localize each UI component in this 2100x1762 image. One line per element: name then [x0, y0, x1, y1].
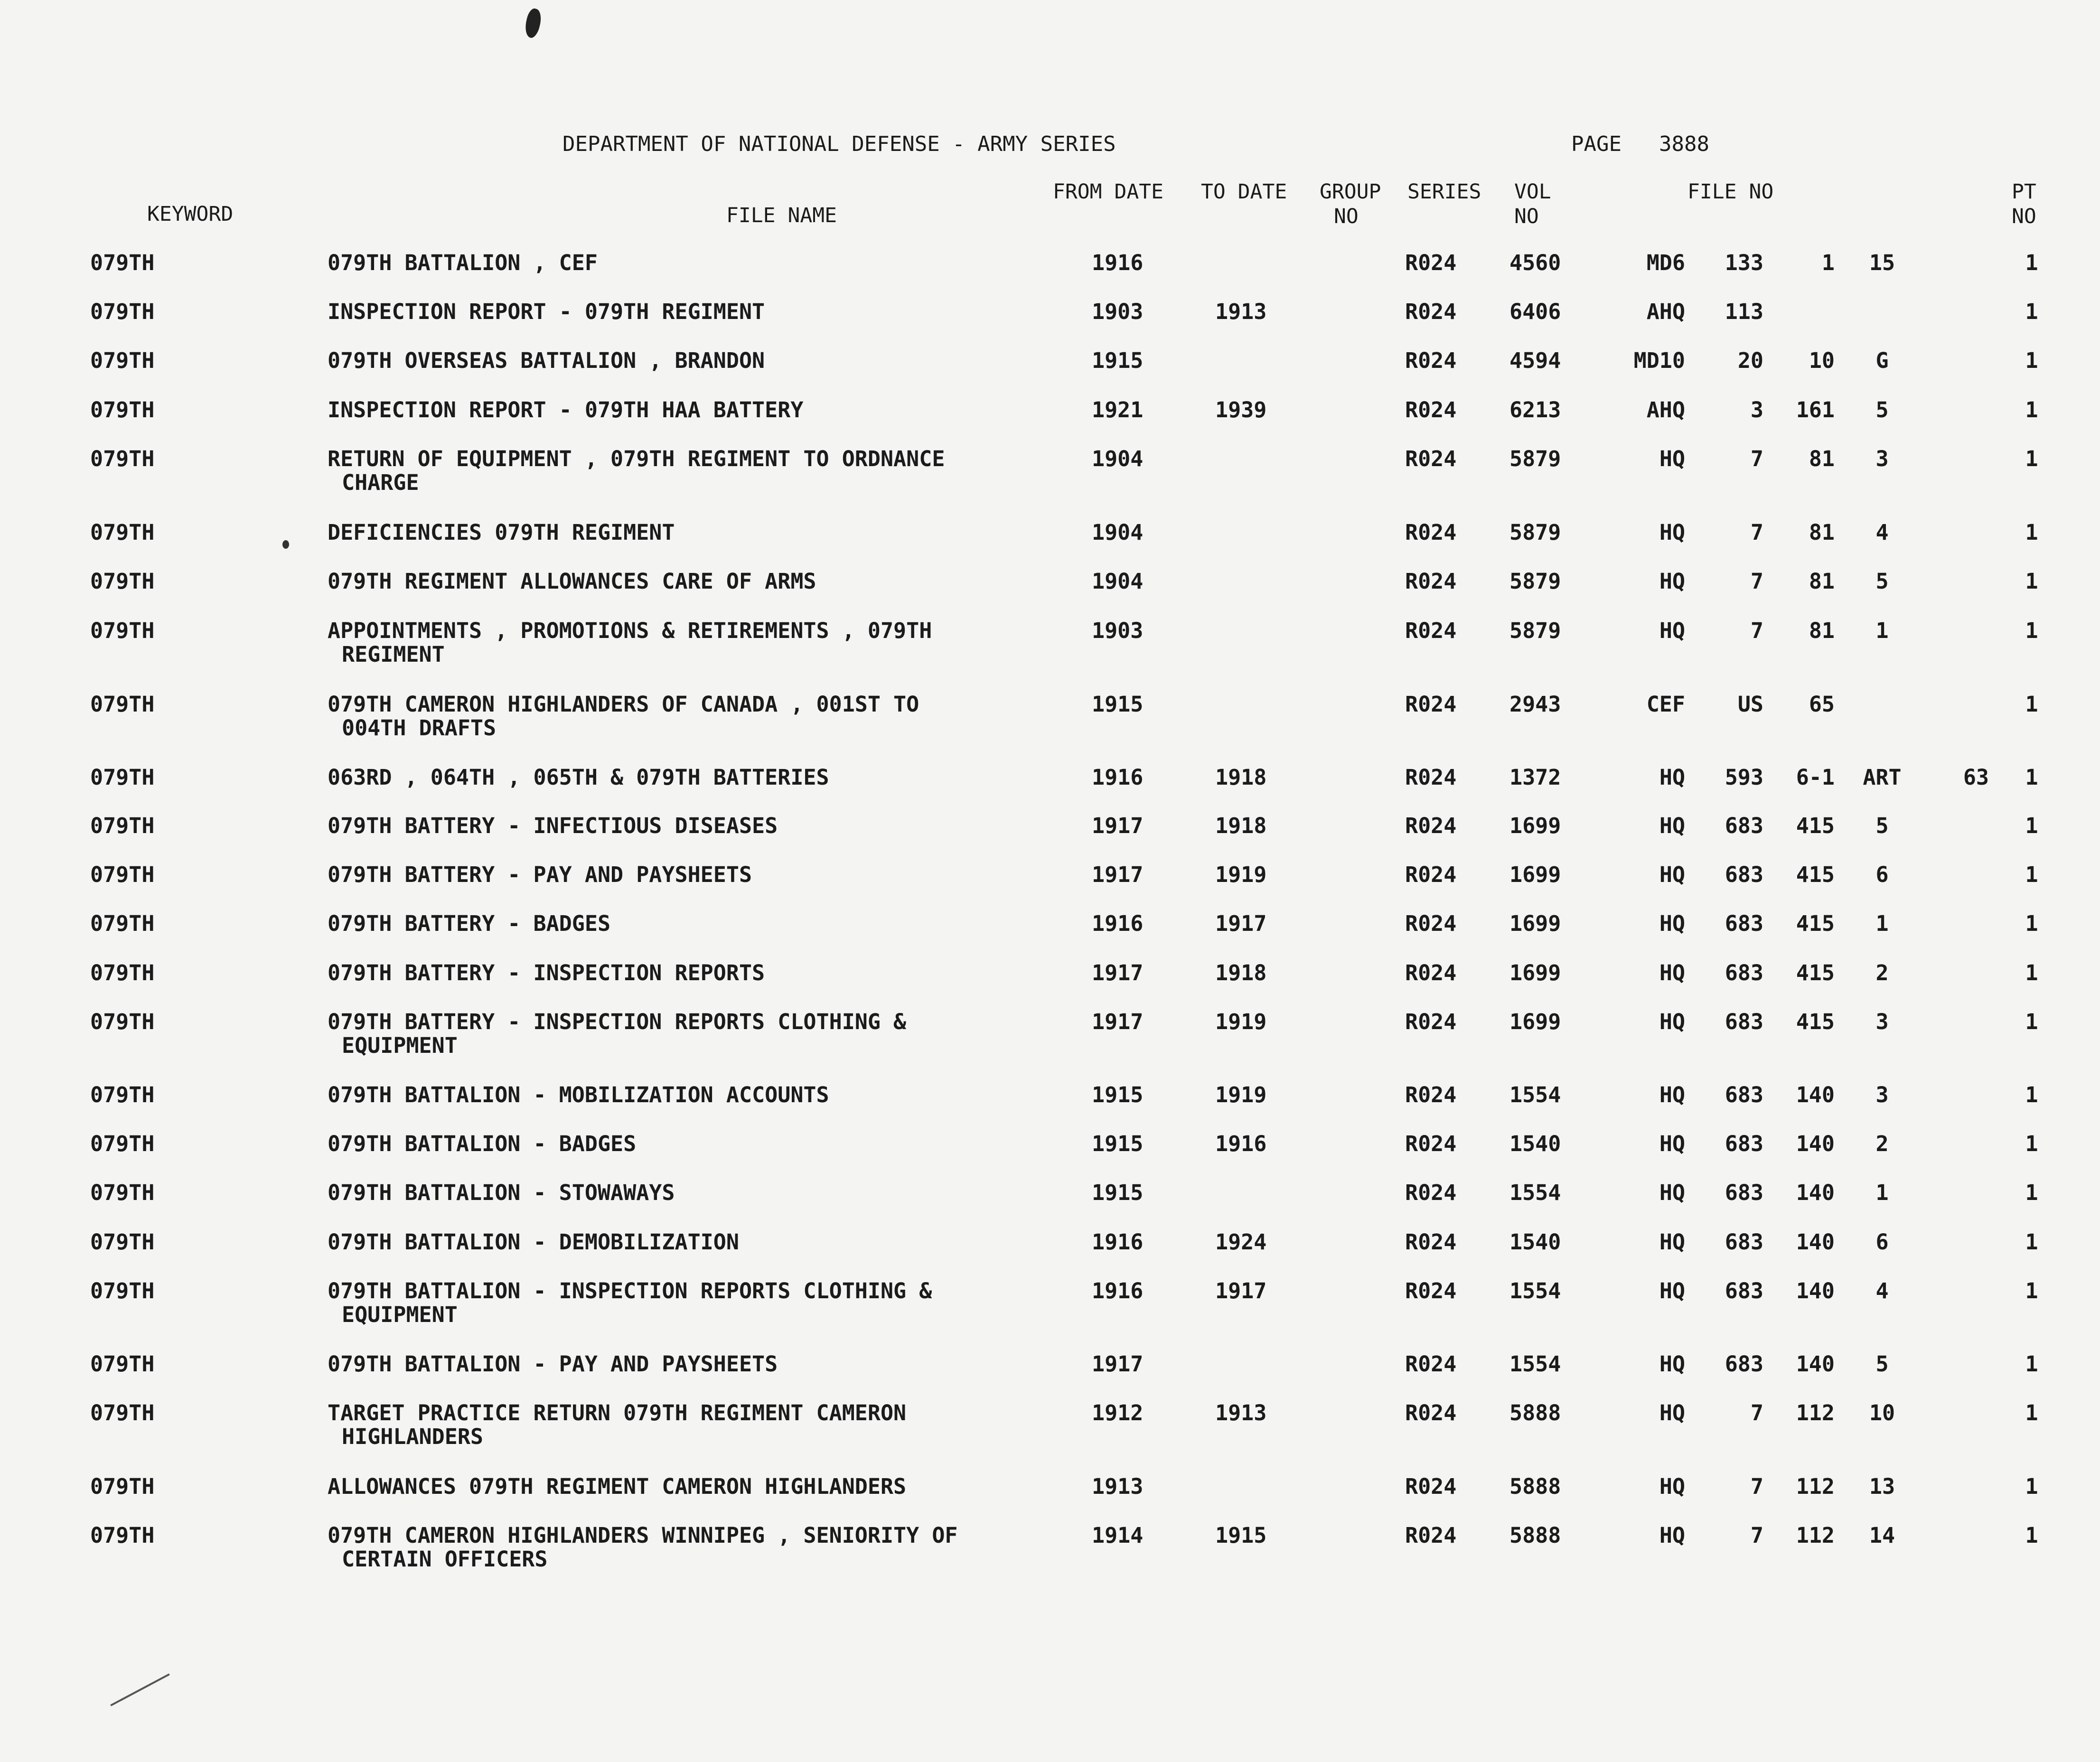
row-9-f3: 65 — [1809, 692, 1835, 717]
row-3-pt: 1 — [2025, 348, 2038, 373]
row-3-f4: G — [1875, 348, 1889, 373]
header-from-date: FROM DATE — [1053, 180, 1163, 204]
row-13-name1: 079TH BATTERY - BADGES — [328, 911, 611, 936]
row-11-f2: 683 — [1725, 813, 1763, 838]
row-13-to: 1917 — [1215, 911, 1267, 936]
row-20-f4: 4 — [1875, 1278, 1889, 1303]
row-3-f3: 10 — [1809, 348, 1835, 373]
row-15-keyword: 079TH — [90, 1009, 155, 1034]
row-24-to: 1915 — [1215, 1523, 1267, 1548]
row-14-to: 1918 — [1215, 960, 1267, 985]
row-10-from: 1916 — [1092, 765, 1144, 790]
row-11-f4: 5 — [1875, 813, 1889, 838]
row-15-f3: 415 — [1796, 1009, 1835, 1034]
row-17-pt: 1 — [2025, 1131, 2038, 1156]
row-24-f4: 14 — [1869, 1523, 1895, 1548]
header-to-date: TO DATE — [1201, 180, 1287, 204]
row-11-series: R024 — [1405, 813, 1457, 838]
row-10-f1: HQ — [1659, 765, 1685, 790]
row-17-vol: 1540 — [1509, 1131, 1561, 1156]
row-22-pt: 1 — [2025, 1400, 2038, 1425]
row-21-pt: 1 — [2025, 1351, 2038, 1377]
row-19-name1: 079TH BATTALION - DEMOBILIZATION — [328, 1229, 739, 1255]
ink-blot-mark — [523, 7, 544, 39]
row-4-to: 1939 — [1215, 397, 1267, 422]
row-17-to: 1916 — [1215, 1131, 1267, 1156]
row-5-f3: 81 — [1809, 446, 1835, 471]
row-17-f4: 2 — [1875, 1131, 1889, 1156]
row-7-keyword: 079TH — [90, 569, 155, 594]
row-5-keyword: 079TH — [90, 446, 155, 471]
row-20-pt: 1 — [2025, 1278, 2038, 1303]
row-20-name2: EQUIPMENT — [342, 1302, 458, 1327]
row-24-keyword: 079TH — [90, 1523, 155, 1548]
header-vol-no: NO — [1514, 205, 1539, 228]
row-13-f4: 1 — [1875, 911, 1889, 936]
row-1-series: R024 — [1405, 250, 1457, 275]
row-2-keyword: 079TH — [90, 299, 155, 324]
row-16-f3: 140 — [1796, 1082, 1835, 1107]
row-21-f2: 683 — [1725, 1351, 1763, 1377]
row-1-vol: 4560 — [1509, 250, 1561, 275]
row-22-to: 1913 — [1215, 1400, 1267, 1425]
row-14-vol: 1699 — [1509, 960, 1561, 985]
row-23-f2: 7 — [1750, 1474, 1763, 1499]
row-23-vol: 5888 — [1509, 1474, 1561, 1499]
row-15-to: 1919 — [1215, 1009, 1267, 1034]
row-1-from: 1916 — [1092, 250, 1144, 275]
row-8-f1: HQ — [1659, 618, 1685, 643]
row-10-vol: 1372 — [1509, 765, 1561, 790]
row-4-f1: AHQ — [1646, 397, 1685, 422]
row-3-keyword: 079TH — [90, 348, 155, 373]
row-23-f1: HQ — [1659, 1474, 1685, 1499]
row-12-keyword: 079TH — [90, 862, 155, 887]
header-series: SERIES — [1407, 180, 1481, 204]
row-22-vol: 5888 — [1509, 1400, 1561, 1425]
row-23-series: R024 — [1405, 1474, 1457, 1499]
row-7-name1: 079TH REGIMENT ALLOWANCES CARE OF ARMS — [328, 569, 816, 594]
header-file-no: FILE NO — [1688, 180, 1774, 204]
row-9-vol: 2943 — [1509, 692, 1561, 717]
row-20-f3: 140 — [1796, 1278, 1835, 1303]
row-23-name1: ALLOWANCES 079TH REGIMENT CAMERON HIGHLANDERS — [328, 1474, 907, 1499]
row-19-series: R024 — [1405, 1229, 1457, 1255]
row-16-f4: 3 — [1875, 1082, 1889, 1107]
row-11-f1: HQ — [1659, 813, 1685, 838]
row-15-name2: EQUIPMENT — [342, 1033, 458, 1058]
row-14-f3: 415 — [1796, 960, 1835, 985]
row-14-from: 1917 — [1092, 960, 1144, 985]
row-19-f3: 140 — [1796, 1229, 1835, 1255]
row-21-keyword: 079TH — [90, 1351, 155, 1377]
row-6-f1: HQ — [1659, 520, 1685, 545]
row-18-keyword: 079TH — [90, 1180, 155, 1205]
row-13-series: R024 — [1405, 911, 1457, 936]
row-16-name1: 079TH BATTALION - MOBILIZATION ACCOUNTS — [328, 1082, 829, 1107]
row-8-pt: 1 — [2025, 618, 2038, 643]
row-9-pt: 1 — [2025, 692, 2038, 717]
row-12-pt: 1 — [2025, 862, 2038, 887]
row-24-series: R024 — [1405, 1523, 1457, 1548]
row-19-f4: 6 — [1875, 1229, 1889, 1255]
row-11-keyword: 079TH — [90, 813, 155, 838]
row-14-f4: 2 — [1875, 960, 1889, 985]
row-19-from: 1916 — [1092, 1229, 1144, 1255]
row-4-f3: 161 — [1796, 397, 1835, 422]
row-9-name2: 004TH DRAFTS — [342, 715, 497, 740]
row-12-f4: 6 — [1875, 862, 1889, 887]
row-4-name1: INSPECTION REPORT - 079TH HAA BATTERY — [328, 397, 804, 422]
row-6-keyword: 079TH — [90, 520, 155, 545]
row-19-to: 1924 — [1215, 1229, 1267, 1255]
row-8-f2: 7 — [1750, 618, 1763, 643]
row-21-name1: 079TH BATTALION - PAY AND PAYSHEETS — [328, 1351, 778, 1377]
row-1-pt: 1 — [2025, 250, 2038, 275]
row-1-keyword: 079TH — [90, 250, 155, 275]
row-14-f1: HQ — [1659, 960, 1685, 985]
row-19-f2: 683 — [1725, 1229, 1763, 1255]
row-24-vol: 5888 — [1509, 1523, 1561, 1548]
row-17-name1: 079TH BATTALION - BADGES — [328, 1131, 637, 1156]
row-13-f1: HQ — [1659, 911, 1685, 936]
row-17-from: 1915 — [1092, 1131, 1144, 1156]
row-7-pt: 1 — [2025, 569, 2038, 594]
row-7-f2: 7 — [1750, 569, 1763, 594]
row-3-f1: MD10 — [1633, 348, 1685, 373]
row-12-to: 1919 — [1215, 862, 1267, 887]
row-9-f1: CEF — [1646, 692, 1685, 717]
row-7-vol: 5879 — [1509, 569, 1561, 594]
row-6-pt: 1 — [2025, 520, 2038, 545]
row-16-f1: HQ — [1659, 1082, 1685, 1107]
row-15-f1: HQ — [1659, 1009, 1685, 1034]
row-23-f3: 112 — [1796, 1474, 1835, 1499]
row-8-f3: 81 — [1809, 618, 1835, 643]
row-15-name1: 079TH BATTERY - INSPECTION REPORTS CLOTHING & — [328, 1009, 907, 1034]
header-keyword: KEYWORD — [147, 202, 234, 226]
row-12-series: R024 — [1405, 862, 1457, 887]
row-11-name1: 079TH BATTERY - INFECTIOUS DISEASES — [328, 813, 778, 838]
row-14-f2: 683 — [1725, 960, 1763, 985]
header-pt: PT — [2012, 180, 2036, 204]
row-20-series: R024 — [1405, 1278, 1457, 1303]
row-17-series: R024 — [1405, 1131, 1457, 1156]
ink-dot-mark — [282, 540, 289, 549]
pen-stroke-mark — [110, 1673, 169, 1706]
row-5-vol: 5879 — [1509, 446, 1561, 471]
row-10-f5: 63 — [1963, 765, 1989, 790]
row-2-name1: INSPECTION REPORT - 079TH REGIMENT — [328, 299, 765, 324]
row-4-series: R024 — [1405, 397, 1457, 422]
row-4-pt: 1 — [2025, 397, 2038, 422]
row-5-f4: 3 — [1875, 446, 1889, 471]
row-24-from: 1914 — [1092, 1523, 1144, 1548]
row-10-keyword: 079TH — [90, 765, 155, 790]
row-16-vol: 1554 — [1509, 1082, 1561, 1107]
row-6-f2: 7 — [1750, 520, 1763, 545]
row-24-name2: CERTAIN OFFICERS — [342, 1546, 548, 1572]
row-5-f2: 7 — [1750, 446, 1763, 471]
row-1-f3: 1 — [1821, 250, 1835, 275]
row-6-vol: 5879 — [1509, 520, 1561, 545]
row-2-to: 1913 — [1215, 299, 1267, 324]
row-8-series: R024 — [1405, 618, 1457, 643]
header-pt-no: NO — [2012, 205, 2036, 228]
row-23-f4: 13 — [1869, 1474, 1895, 1499]
row-1-f2: 133 — [1725, 250, 1763, 275]
row-19-f1: HQ — [1659, 1229, 1685, 1255]
row-10-pt: 1 — [2025, 765, 2038, 790]
row-5-f1: HQ — [1659, 446, 1685, 471]
row-17-f3: 140 — [1796, 1131, 1835, 1156]
row-22-series: R024 — [1405, 1400, 1457, 1425]
row-1-f1: MD6 — [1646, 250, 1685, 275]
row-9-series: R024 — [1405, 692, 1457, 717]
row-7-f4: 5 — [1875, 569, 1889, 594]
row-22-f4: 10 — [1869, 1400, 1895, 1425]
row-14-series: R024 — [1405, 960, 1457, 985]
row-1-name1: 079TH BATTALION , CEF — [328, 250, 598, 275]
row-12-vol: 1699 — [1509, 862, 1561, 887]
row-20-f1: HQ — [1659, 1278, 1685, 1303]
row-5-name2: CHARGE — [342, 470, 419, 495]
page-label: PAGE — [1571, 132, 1622, 156]
row-14-name1: 079TH BATTERY - INSPECTION REPORTS — [328, 960, 765, 985]
row-6-f3: 81 — [1809, 520, 1835, 545]
row-24-name1: 079TH CAMERON HIGHLANDERS WINNIPEG , SENIORITY OF — [328, 1523, 958, 1548]
row-18-pt: 1 — [2025, 1180, 2038, 1205]
row-13-pt: 1 — [2025, 911, 2038, 936]
row-9-name1: 079TH CAMERON HIGHLANDERS OF CANADA , 001ST TO — [328, 692, 919, 717]
row-11-vol: 1699 — [1509, 813, 1561, 838]
row-5-series: R024 — [1405, 446, 1457, 471]
row-21-series: R024 — [1405, 1351, 1457, 1377]
row-16-to: 1919 — [1215, 1082, 1267, 1107]
row-8-name1: APPOINTMENTS , PROMOTIONS & RETIREMENTS , 079TH — [328, 618, 932, 643]
row-18-f1: HQ — [1659, 1180, 1685, 1205]
row-22-f1: HQ — [1659, 1400, 1685, 1425]
page-title: DEPARTMENT OF NATIONAL DEFENSE - ARMY SERIES — [562, 132, 1116, 156]
row-3-f2: 20 — [1737, 348, 1763, 373]
row-22-keyword: 079TH — [90, 1400, 155, 1425]
row-13-from: 1916 — [1092, 911, 1144, 936]
row-12-f1: HQ — [1659, 862, 1685, 887]
header-group: GROUP — [1320, 180, 1381, 204]
row-19-pt: 1 — [2025, 1229, 2038, 1255]
row-4-f4: 5 — [1875, 397, 1889, 422]
row-19-keyword: 079TH — [90, 1229, 155, 1255]
row-21-vol: 1554 — [1509, 1351, 1561, 1377]
row-2-pt: 1 — [2025, 299, 2038, 324]
row-5-name1: RETURN OF EQUIPMENT , 079TH REGIMENT TO ORDNANCE — [328, 446, 945, 471]
row-11-to: 1918 — [1215, 813, 1267, 838]
header-vol: VOL — [1514, 180, 1551, 204]
row-9-f2: US — [1737, 692, 1763, 717]
row-15-vol: 1699 — [1509, 1009, 1561, 1034]
row-13-keyword: 079TH — [90, 911, 155, 936]
row-21-from: 1917 — [1092, 1351, 1144, 1377]
row-17-f1: HQ — [1659, 1131, 1685, 1156]
row-13-f2: 683 — [1725, 911, 1763, 936]
row-14-keyword: 079TH — [90, 960, 155, 985]
row-22-from: 1912 — [1092, 1400, 1144, 1425]
row-20-name1: 079TH BATTALION - INSPECTION REPORTS CLOTHING & — [328, 1278, 932, 1303]
row-20-f2: 683 — [1725, 1278, 1763, 1303]
row-6-series: R024 — [1405, 520, 1457, 545]
row-11-from: 1917 — [1092, 813, 1144, 838]
row-8-name2: REGIMENT — [342, 642, 445, 667]
row-23-pt: 1 — [2025, 1474, 2038, 1499]
row-5-from: 1904 — [1092, 446, 1144, 471]
row-16-f2: 683 — [1725, 1082, 1763, 1107]
row-22-name1: TARGET PRACTICE RETURN 079TH REGIMENT CAMERON — [328, 1400, 907, 1425]
row-21-f3: 140 — [1796, 1351, 1835, 1377]
row-8-f4: 1 — [1875, 618, 1889, 643]
row-24-pt: 1 — [2025, 1523, 2038, 1548]
row-15-f2: 683 — [1725, 1009, 1763, 1034]
row-5-pt: 1 — [2025, 446, 2038, 471]
row-22-name2: HIGHLANDERS — [342, 1424, 484, 1449]
row-14-pt: 1 — [2025, 960, 2038, 985]
row-6-name1: DEFICIENCIES 079TH REGIMENT — [328, 520, 675, 545]
row-15-from: 1917 — [1092, 1009, 1144, 1034]
row-1-f4: 15 — [1869, 250, 1895, 275]
row-15-series: R024 — [1405, 1009, 1457, 1034]
row-16-from: 1915 — [1092, 1082, 1144, 1107]
row-9-keyword: 079TH — [90, 692, 155, 717]
row-7-f3: 81 — [1809, 569, 1835, 594]
row-18-from: 1915 — [1092, 1180, 1144, 1205]
row-8-from: 1903 — [1092, 618, 1144, 643]
row-16-keyword: 079TH — [90, 1082, 155, 1107]
row-8-keyword: 079TH — [90, 618, 155, 643]
row-18-f2: 683 — [1725, 1180, 1763, 1205]
row-4-f2: 3 — [1750, 397, 1763, 422]
row-2-f2: 113 — [1725, 299, 1763, 324]
page-number: 3888 — [1659, 132, 1709, 156]
row-20-from: 1916 — [1092, 1278, 1144, 1303]
row-10-f3: 6-1 — [1796, 765, 1835, 790]
header-group-no: NO — [1334, 205, 1359, 228]
row-18-f4: 1 — [1875, 1180, 1889, 1205]
row-11-f3: 415 — [1796, 813, 1835, 838]
row-15-pt: 1 — [2025, 1009, 2038, 1034]
row-11-pt: 1 — [2025, 813, 2038, 838]
row-9-from: 1915 — [1092, 692, 1144, 717]
row-20-keyword: 079TH — [90, 1278, 155, 1303]
row-22-f3: 112 — [1796, 1400, 1835, 1425]
row-18-f3: 140 — [1796, 1180, 1835, 1205]
row-16-series: R024 — [1405, 1082, 1457, 1107]
row-24-f3: 112 — [1796, 1523, 1835, 1548]
row-21-f4: 5 — [1875, 1351, 1889, 1377]
row-16-pt: 1 — [2025, 1082, 2038, 1107]
row-18-series: R024 — [1405, 1180, 1457, 1205]
row-4-keyword: 079TH — [90, 397, 155, 422]
row-12-f3: 415 — [1796, 862, 1835, 887]
row-18-name1: 079TH BATTALION - STOWAWAYS — [328, 1180, 675, 1205]
row-10-f2: 593 — [1725, 765, 1763, 790]
row-4-vol: 6213 — [1509, 397, 1561, 422]
row-3-from: 1915 — [1092, 348, 1144, 373]
row-8-vol: 5879 — [1509, 618, 1561, 643]
row-7-series: R024 — [1405, 569, 1457, 594]
row-21-f1: HQ — [1659, 1351, 1685, 1377]
row-23-from: 1913 — [1092, 1474, 1144, 1499]
row-3-vol: 4594 — [1509, 348, 1561, 373]
row-19-vol: 1540 — [1509, 1229, 1561, 1255]
header-file-name: FILE NAME — [726, 204, 837, 227]
row-7-from: 1904 — [1092, 569, 1144, 594]
row-13-f3: 415 — [1796, 911, 1835, 936]
row-22-f2: 7 — [1750, 1400, 1763, 1425]
row-12-name1: 079TH BATTERY - PAY AND PAYSHEETS — [328, 862, 752, 887]
row-24-f1: HQ — [1659, 1523, 1685, 1548]
row-3-name1: 079TH OVERSEAS BATTALION , BRANDON — [328, 348, 765, 373]
row-20-vol: 1554 — [1509, 1278, 1561, 1303]
row-15-f4: 3 — [1875, 1009, 1889, 1034]
row-2-vol: 6406 — [1509, 299, 1561, 324]
row-2-series: R024 — [1405, 299, 1457, 324]
row-2-from: 1903 — [1092, 299, 1144, 324]
row-10-name1: 063RD , 064TH , 065TH & 079TH BATTERIES — [328, 765, 829, 790]
row-24-f2: 7 — [1750, 1523, 1763, 1548]
row-12-from: 1917 — [1092, 862, 1144, 887]
row-10-f4: ART — [1863, 765, 1902, 790]
row-13-vol: 1699 — [1509, 911, 1561, 936]
row-18-vol: 1554 — [1509, 1180, 1561, 1205]
row-10-series: R024 — [1405, 765, 1457, 790]
row-6-f4: 4 — [1875, 520, 1889, 545]
row-7-f1: HQ — [1659, 569, 1685, 594]
row-17-keyword: 079TH — [90, 1131, 155, 1156]
row-23-keyword: 079TH — [90, 1474, 155, 1499]
row-6-from: 1904 — [1092, 520, 1144, 545]
row-2-f1: AHQ — [1646, 299, 1685, 324]
row-10-to: 1918 — [1215, 765, 1267, 790]
row-12-f2: 683 — [1725, 862, 1763, 887]
row-3-series: R024 — [1405, 348, 1457, 373]
row-4-from: 1921 — [1092, 397, 1144, 422]
row-17-f2: 683 — [1725, 1131, 1763, 1156]
row-20-to: 1917 — [1215, 1278, 1267, 1303]
